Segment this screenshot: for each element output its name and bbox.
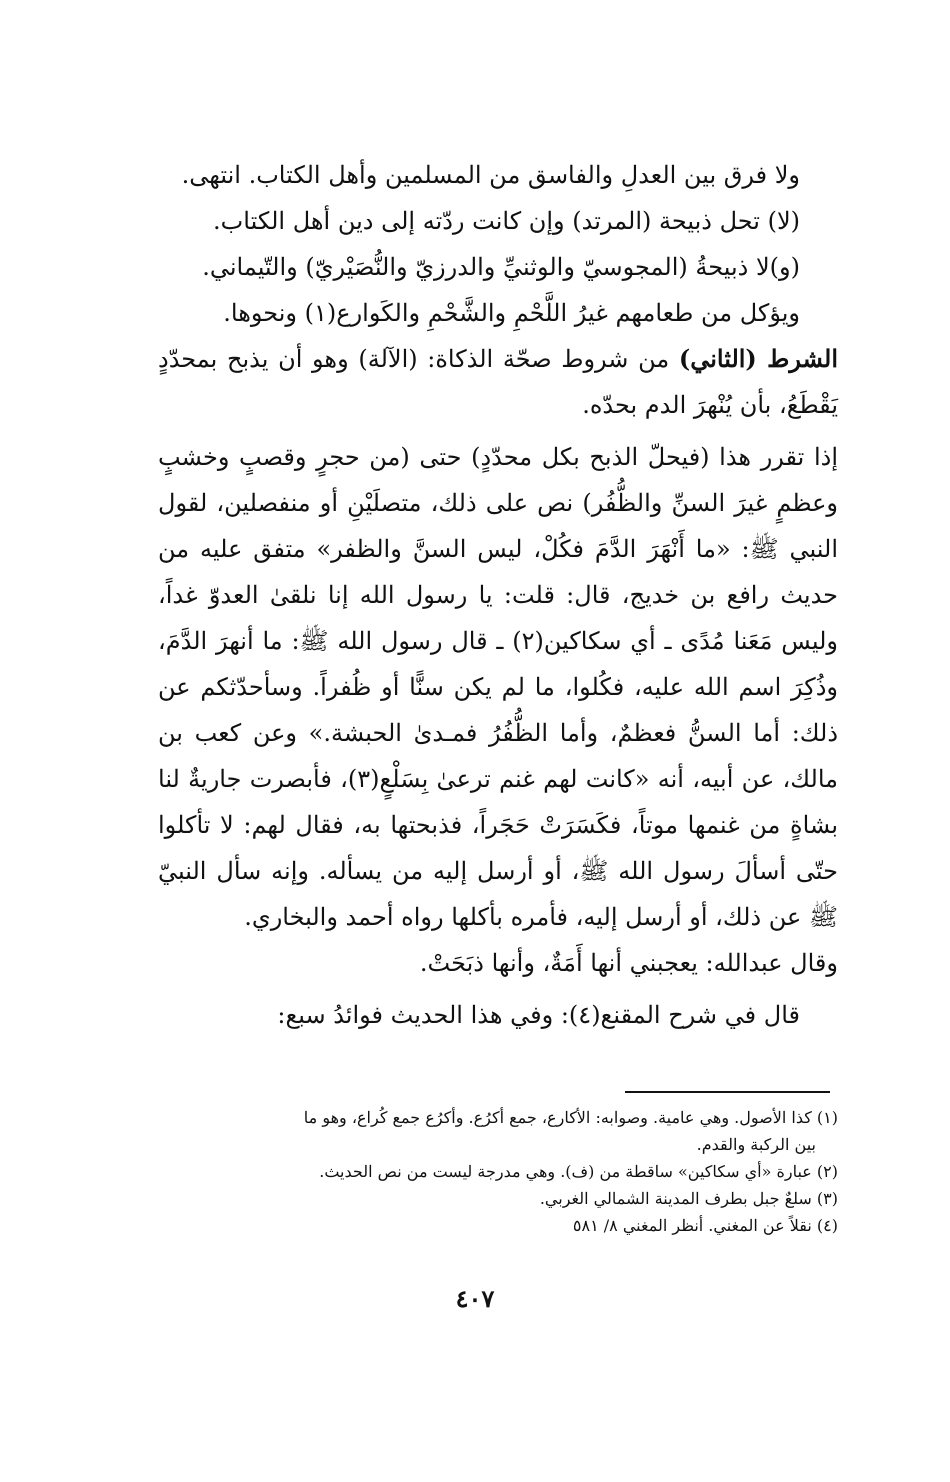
- text-line: ويؤكل من طعامهم غيرُ اللَّحْمِ والشَّحْمِ والكَوارع(١) ونحوها.: [223, 299, 800, 327]
- footnote-1: (١) كذا الأصول. وهي عامية. وصوابه: الأكارع، جمع أكرُع. وأكرُع جمع كُراع، وهو ما: [303, 1108, 838, 1127]
- text-line: (و)لا ذبيحةُ (المجوسيّ والوثنيِّ والدرزيّ والنُّصَيْريّ) والتّيماني.: [202, 253, 800, 281]
- abdullah-quote: وقال عبدالله: يعجبني أنها أَمَةٌ، وأنها ذبَحَتْ.: [419, 949, 838, 977]
- main-paragraph: إذا تقرر هذا (فيحلّ الذبح بكل محدّدٍ) حتى (من حجرٍ وقصبٍ وخشبٍ وعظمٍ غيرَ السنِّ والظُّفُر) نص على ذلك، متصلَيْنِ أو منفصلين، لقول النبي ﷺ: «ما أَنْهَرَ الدَّمَ فكُلْ، ليس السنَّ والظفر» متفق عليه من حديث رافع بن خديج، قال: قلت: يا رسول الله إنا نلقىٰ العدوّ غداً، وليس مَعَنا مُدًى ـ أي سكاكين(٢) ـ قال رسول الله ﷺ: ما أنهرَ الدَّمَ، وذُكِرَ اسم الله عليه، فكُلوا، ما لم يكن سنًّا أو ظُفراً. وسأحدّثكم عن ذلك: أما السنُّ فعظمٌ، وأما الظُّفُرُ فمـدىٰ الحبشة.» وعن كعب بن مالك، عن أبيه، أنه «كانت لهم غنم ترعىٰ بِسَلْعٍ(٣)، فأبصرت جاريةٌ لنا بشاةٍ من غنمها موتاً، فكَسَرَتْ حَجَراً، فذبحتها به، فقال لهم: لا تأكلوا حتّى أسألَ رسول الله ﷺ، أو أرسل إليه من يسأله. وإنه سأل النبيّ ﷺ عن ذلك، أو أرسل إليه، فأمره بأكلها رواه أحمد والبخاري.: [158, 443, 839, 931]
- main-text: [158, 152, 838, 1038]
- footnote-1-continuation: بين الركبة والقدم.: [696, 1135, 816, 1154]
- condition-heading: الشرط (الثاني): [678, 344, 838, 373]
- sharh-line: قال في شرح المقنع(٤): وفي هذا الحديث فوائدُ سبع:: [277, 1001, 800, 1029]
- footnote-2: (٢) عبارة «أي سكاكين» ساقطة من (ف). وهي مدرجة ليست من نص الحديث.: [319, 1162, 838, 1181]
- text-line: ولا فرق بين العدلِ والفاسق من المسلمين وأهل الكتاب. انتهى.: [181, 161, 800, 189]
- footnote-divider: [625, 1091, 830, 1093]
- condition-text: من شروط صحّة الذكاة: (الآلة) وهو أن يذبح بمحدّدٍ يَقْطَعُ، بأن يُنْهرَ الدم بحدّه.: [158, 345, 838, 419]
- footnote-4: (٤) نقلاً عن المغني. أنظر المغني ٨/ ٥٨١: [572, 1216, 838, 1235]
- footnotes: [158, 1104, 838, 1239]
- page-number: ٤٠٧: [455, 1284, 495, 1313]
- condition-paragraph: [158, 336, 838, 428]
- footnote-3: (٣) سلعٌ جبل بطرف المدينة الشمالي الغربي.: [539, 1189, 838, 1208]
- text-line: (لا) تحل ذبيحة (المرتد) وإن كانت ردّته إلى دين أهل الكتاب.: [213, 207, 800, 235]
